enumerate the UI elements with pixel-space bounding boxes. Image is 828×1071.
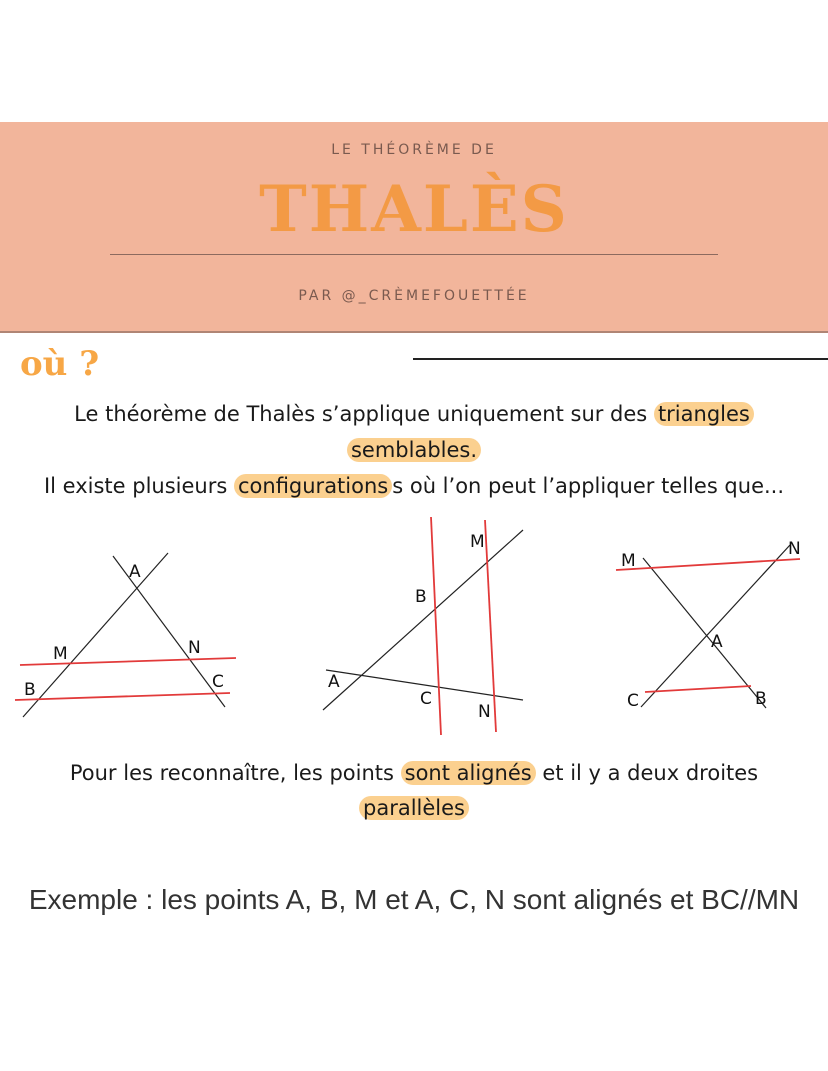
label-a: A xyxy=(711,632,723,652)
highlight-semblables: semblables. xyxy=(347,438,481,462)
label-a: A xyxy=(129,562,141,582)
thales-figures xyxy=(0,515,828,745)
label-m: M xyxy=(470,532,485,552)
intro-line-2 xyxy=(0,438,828,462)
highlight-paralleles: parallèles xyxy=(359,796,469,820)
highlight-triangles: triangles xyxy=(654,402,754,426)
parallel-cb xyxy=(645,686,751,692)
label-n: N xyxy=(188,638,201,658)
parallel-bc xyxy=(431,517,441,735)
highlight-sont-alignes: sont alignés xyxy=(401,761,536,785)
section-title: où ? xyxy=(20,344,100,384)
label-n: N xyxy=(788,539,801,559)
intro-line-1 xyxy=(0,402,828,426)
header-divider xyxy=(110,254,718,255)
header-byline: PAR @_CRÈMEFOUETTÉE xyxy=(298,288,530,304)
label-m: M xyxy=(53,644,68,664)
recognition-prefix: Pour les reconnaître, les points xyxy=(69,761,401,785)
label-m: M xyxy=(621,551,636,571)
section-divider xyxy=(413,358,828,360)
recognition-middle: et il y a deux droites xyxy=(535,761,759,785)
line-ab xyxy=(23,553,168,717)
recognition-line-1 xyxy=(0,761,828,785)
header-kicker: LE THÉORÈME DE xyxy=(331,142,497,158)
figure-triangle xyxy=(15,553,236,717)
label-b: B xyxy=(755,689,767,709)
recognition-line-2 xyxy=(0,796,828,820)
figure-vertical-parallels xyxy=(323,517,523,735)
intro-line-3-suffix: s où l’on peut l’appliquer telles que... xyxy=(392,474,785,498)
intro-line-3 xyxy=(0,474,828,498)
label-b: B xyxy=(415,587,427,607)
intro-line-1-text: Le théorème de Thalès s’applique uniquement sur des xyxy=(74,402,654,426)
label-c: C xyxy=(420,689,432,709)
figure-bowtie xyxy=(616,539,801,711)
highlight-configurations: configurations xyxy=(234,474,392,498)
label-b: B xyxy=(24,680,36,700)
header-title: THALÈS xyxy=(259,172,569,247)
label-a: A xyxy=(328,672,340,692)
header-banner xyxy=(0,122,828,333)
parallel-mn xyxy=(485,520,496,732)
label-n: N xyxy=(478,702,491,722)
line-nc xyxy=(641,545,790,707)
label-c: C xyxy=(627,691,639,711)
parallel-bc xyxy=(15,693,230,700)
example-text: Exemple : les points A, B, M et A, C, N sont alignés et BC//MN xyxy=(28,884,800,915)
intro-line-3-prefix: Il existe plusieurs xyxy=(43,474,234,498)
label-c: C xyxy=(212,672,224,692)
